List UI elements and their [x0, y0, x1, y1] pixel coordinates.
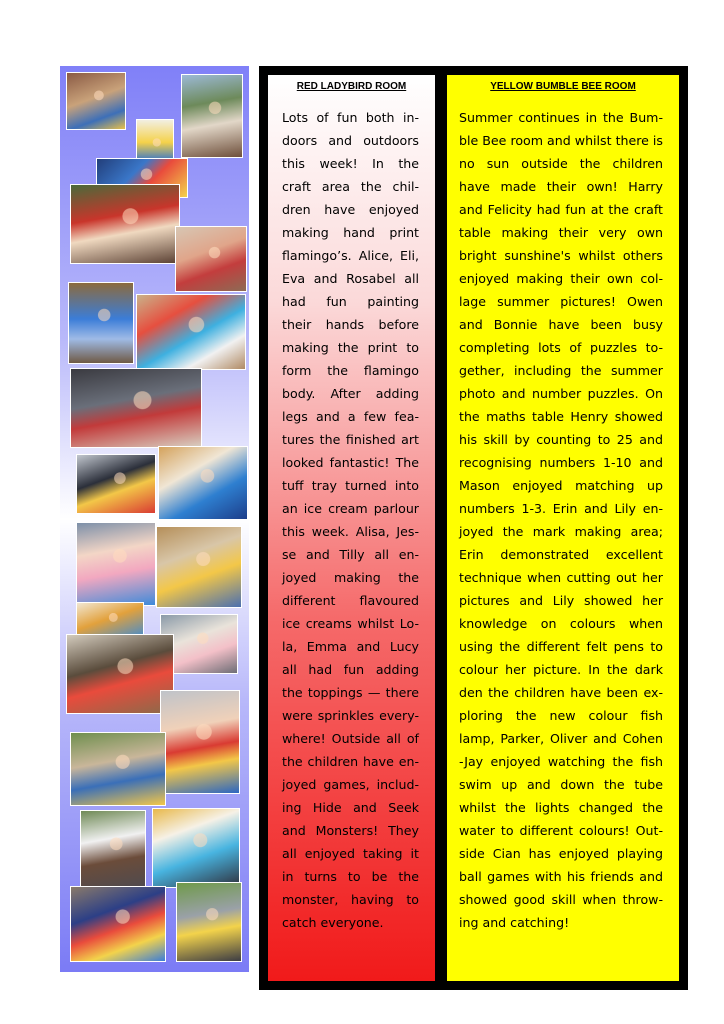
photo-child-painting: [175, 226, 247, 292]
red-room-body: Lots of fun both in-doors and outdoors this week! In the craft area the chil-dren have enjoyed making hand print flamingo’s. Alice, Eli, Eva and Rosabel all had fun painting their hands before making the print to form the flamingo body. After adding legs and a few fea-tures the finished art looked fantastic! The tuff tray turned into an ice cream parlour this week. Alisa, Jes-se and Tilly all en-joyed making the different flavoured ice creams whilst Lo-la, Emma and Lucy all had fun adding the toppings — there were sprinkles every-where! Outside all of the children have en-joyed games, includ-ing Hide and Seek and Monsters! They all enjoyed taking it in turns to be the monster, having to catch everyone.: [282, 110, 419, 930]
yellow-room-title: YELLOW BUMBLE BEE ROOM: [490, 81, 636, 92]
photo-children-at-table: [70, 184, 180, 264]
photo-adult-with-child: [181, 74, 243, 158]
photo-children-outdoors: [70, 732, 166, 806]
photo-child-scooter: [176, 882, 242, 962]
photo-child-porch: [80, 810, 146, 894]
photo-abacus-child: [136, 294, 246, 370]
photo-child-craft-table: [66, 72, 126, 130]
yellow-room-body: Summer continues in the Bum-ble Bee room and whilst there is no sun outside the children have made their own! Harry and Felicity had fun at the craft table making their very own bright sunshine's whilst others enjoyed making their own col-lage summer pictures! Owen and Bonnie have been busy completing lots of puzzles to-gether, including the summer photo and number puzzles. On the maths table Henry showed his skill by counting to 25 and recognising numbers 1-10 and Mason enjoyed matching up numbers 1-3. Erin and Lily en-joyed the mark making area; Erin demonstrated excellent technique when cutting out her pictures and Lily showed her knowledge on colours when using the different felt pens to colour her picture. In the dark den the children have been ex-ploring the new colour fish lamp, Parker, Oliver and Cohen -Jay enjoyed watching the fish swim up and down the tube whilst the lights changed the water to different colours! Out-side Cian has enjoyed playing ball games with his friends and showed good skill when throw-ing and catching!: [459, 110, 663, 930]
photo-boy-shape-puzzle: [160, 690, 240, 794]
photo-collage: [60, 66, 249, 972]
photo-children-floor-mat: [70, 886, 166, 962]
photo-children-sitting: [70, 368, 202, 448]
photo-children-tray: [66, 634, 174, 714]
yellow-bumble-bee-room-panel: [438, 66, 688, 990]
photo-girl-bunny-ears: [76, 522, 156, 606]
photo-slide: [68, 282, 134, 364]
photo-ice-cream-tray: [76, 454, 156, 514]
photo-children-garden: [156, 526, 242, 608]
red-room-title: RED LADYBIRD ROOM: [296, 81, 407, 92]
photo-child-blue-tray: [158, 446, 248, 520]
red-ladybird-room-panel: [259, 66, 444, 990]
photo-child-light-table: [152, 808, 240, 888]
